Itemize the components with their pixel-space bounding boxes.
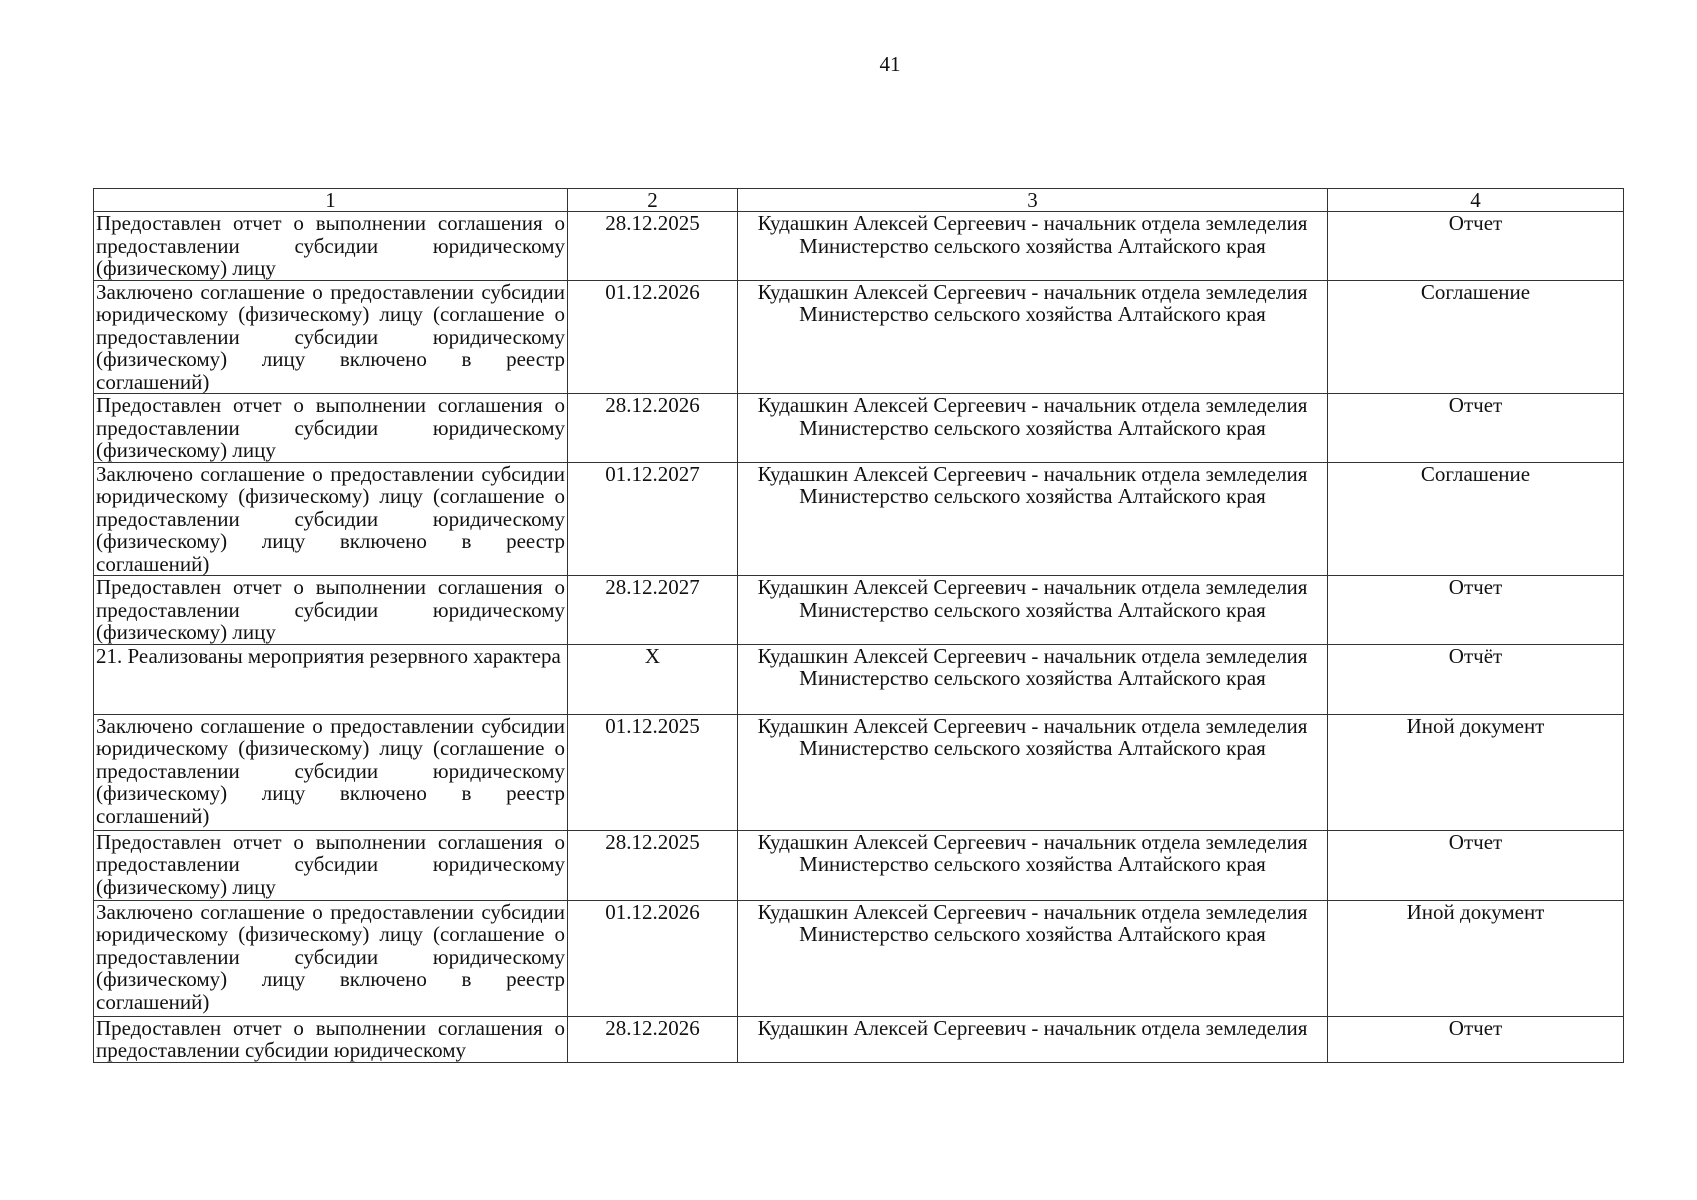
responsible-person: Кудашкин Алексей Сергеевич - начальник отдела земледелия [757,461,1308,486]
responsible-cell [738,280,1328,394]
date-cell: 01.12.2025 [568,714,738,830]
responsible-organization: Министерство сельского хозяйства Алтайского края [799,415,1266,440]
document-cell: Иной документ [1328,714,1624,830]
document-cell: Отчёт [1328,644,1624,714]
responsible-organization: Министерство сельского хозяйства Алтайского края [799,666,1266,690]
table-row [94,830,1624,900]
date-cell: X [568,644,738,714]
result-cell: Предоставлен отчет о выполнении соглашения о предоставлении субсидии юридическому (физическому) лицу [94,394,568,463]
date-cell: 01.12.2027 [568,462,738,576]
document-cell: Отчет [1328,576,1624,645]
responsible-cell [738,212,1328,281]
responsible-organization: Министерство сельского хозяйства Алтайского края [799,302,1266,326]
document-cell: Соглашение [1328,280,1624,394]
column-header: 2 [568,189,738,212]
responsible-organization: Министерство сельского хозяйства Алтайского края [799,233,1266,258]
table-row [94,900,1624,1016]
responsible-organization: Министерство сельского хозяйства Алтайского края [799,597,1266,622]
result-cell: Предоставлен отчет о выполнении соглашения о предоставлении субсидии юридическому (физическому) лицу [94,212,568,281]
document-cell: Соглашение [1328,462,1624,576]
result-cell: Предоставлен отчет о выполнении соглашения о предоставлении субсидии юридическому (физическому) лицу [94,830,568,900]
responsible-person: Кудашкин Алексей Сергеевич - начальник отдела земледелия [757,575,1308,599]
responsible-person: Кудашкин Алексей Сергеевич - начальник отдела земледелия [757,393,1308,417]
responsible-person: Кудашкин Алексей Сергеевич - начальник отдела земледелия [757,643,1308,668]
date-cell: 01.12.2026 [568,900,738,1016]
responsible-organization: Министерство сельского хозяйства Алтайского края [799,922,1266,946]
column-header: 4 [1328,189,1624,212]
table-row [94,280,1624,394]
result-cell: 21. Реализованы мероприятия резервного характера [94,644,568,714]
table-row [94,1016,1624,1062]
result-cell: Заключено соглашение о предоставлении субсидии юридическому (физическому) лицу (соглашение о предоставлении субсидии юридическому (физическому) лицу включено в реестр соглашений) [94,714,568,830]
table-row [94,644,1624,714]
responsible-person: Кудашкин Алексей Сергеевич - начальник отдела земледелия [757,829,1308,854]
page-number: 41 [879,52,901,76]
responsible-person: Кудашкин Алексей Сергеевич - начальник отдела земледелия [757,279,1308,304]
responsible-cell [738,1016,1328,1062]
date-cell: 28.12.2027 [568,576,738,645]
responsible-person: Кудашкин Алексей Сергеевич - начальник отдела земледелия [757,1015,1308,1040]
responsible-cell [738,714,1328,830]
responsible-cell [738,644,1328,714]
document-cell: Отчет [1328,1016,1624,1062]
result-cell: Заключено соглашение о предоставлении субсидии юридическому (физическому) лицу (соглашение о предоставлении субсидии юридическому (физическому) лицу включено в реестр соглашений) [94,462,568,576]
responsible-organization: Министерство сельского хозяйства Алтайского края [799,484,1266,508]
date-cell: 28.12.2026 [568,1016,738,1062]
table-row [94,462,1624,576]
date-cell: 28.12.2025 [568,212,738,281]
date-cell: 28.12.2025 [568,830,738,900]
document-cell: Отчет [1328,212,1624,281]
table-row [94,394,1624,463]
result-cell: Заключено соглашение о предоставлении субсидии юридическому (физическому) лицу (соглашение о предоставлении субсидии юридическому (физическому) лицу включено в реестр соглашений) [94,900,568,1016]
table-row [94,212,1624,281]
result-cell: Предоставлен отчет о выполнении соглашения о предоставлении субсидии юридическому (физическому) лицу [94,576,568,645]
table-header-row [94,189,1624,212]
responsible-organization: Министерство сельского хозяйства Алтайского края [799,736,1266,760]
document-cell: Отчет [1328,830,1624,900]
result-cell: Предоставлен отчет о выполнении соглашения о предоставлении субсидии юридическому [94,1016,568,1062]
responsible-person: Кудашкин Алексей Сергеевич - начальник отдела земледелия [757,899,1308,924]
responsible-cell [738,576,1328,645]
responsible-person: Кудашкин Алексей Сергеевич - начальник отдела земледелия [757,713,1308,738]
date-cell: 01.12.2026 [568,280,738,394]
table-row [94,714,1624,830]
responsible-person: Кудашкин Алексей Сергеевич - начальник отдела земледелия [757,211,1308,235]
responsible-cell [738,394,1328,463]
result-cell: Заключено соглашение о предоставлении субсидии юридическому (физическому) лицу (соглашение о предоставлении субсидии юридическому (физическому) лицу включено в реестр соглашений) [94,280,568,394]
responsible-cell [738,462,1328,576]
results-table [93,188,1624,1063]
document-cell: Отчет [1328,394,1624,463]
column-header: 3 [738,189,1328,212]
responsible-organization: Министерство сельского хозяйства Алтайского края [799,852,1266,876]
responsible-cell [738,900,1328,1016]
date-cell: 28.12.2026 [568,394,738,463]
responsible-cell [738,830,1328,900]
column-header: 1 [94,189,568,212]
table-row [94,576,1624,645]
document-cell: Иной документ [1328,900,1624,1016]
